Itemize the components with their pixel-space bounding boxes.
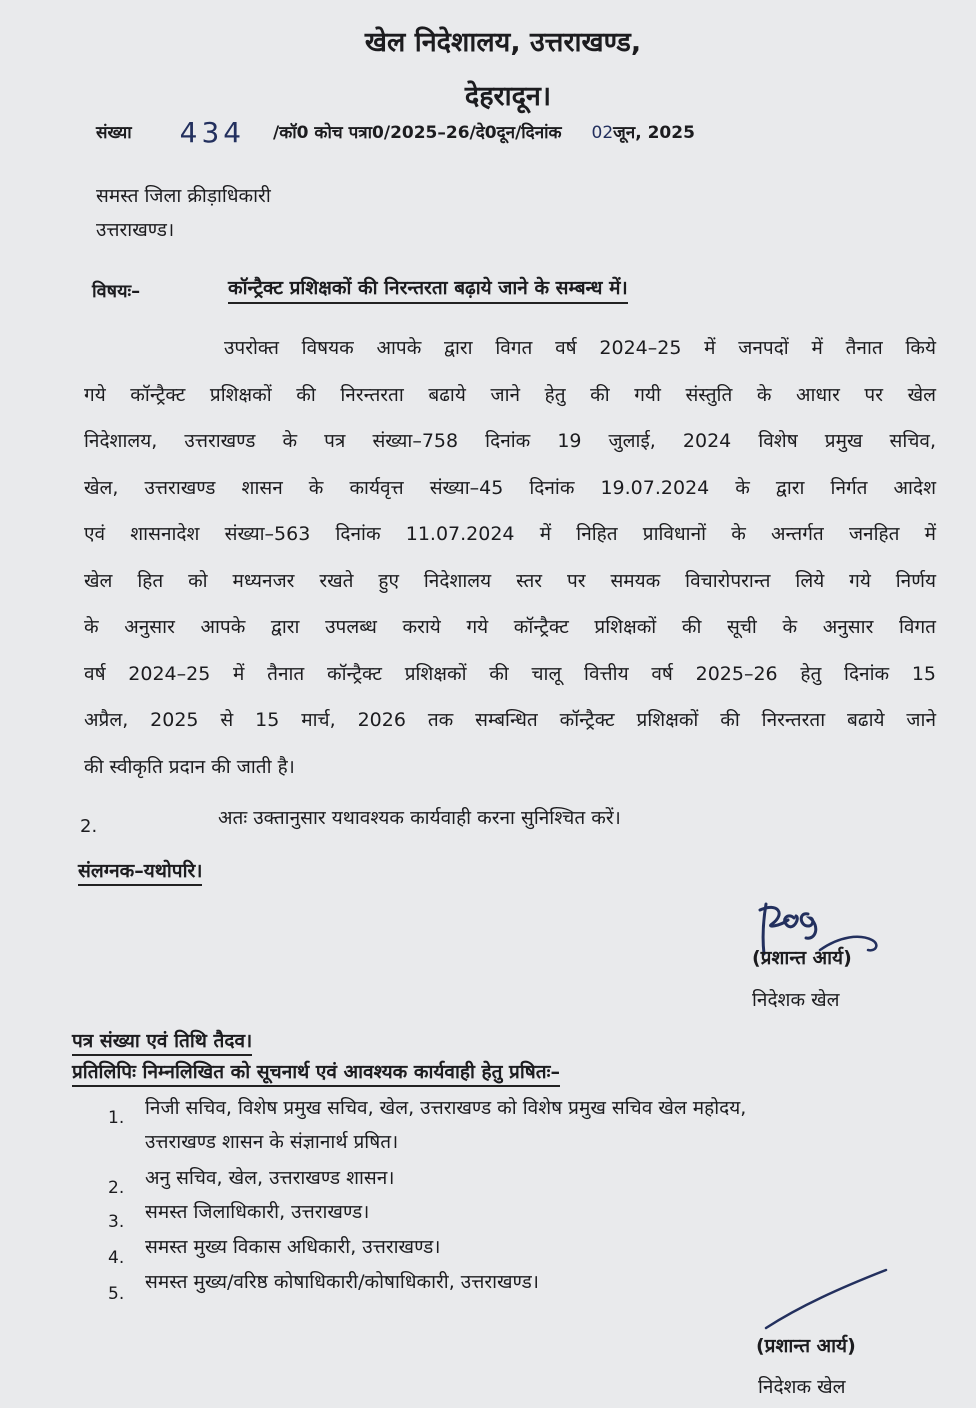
body-line: एवं शासनादेश संख्या–563 दिनांक 11.07.2024 में निहित प्राविधानों के अन्तर्गत जनहित में — [84, 523, 936, 545]
copy-item-number: 2. — [108, 1178, 125, 1198]
file-reference: /कॉ0 कोच पत्रा0/2025–26/दे0दून/दिनांक — [273, 123, 562, 143]
office-city-heading: देहरादून। — [464, 81, 552, 112]
body-line: खेल हित को मध्यनजर रखते हुए निदेशालय स्तर पर समयक विचारोपरान्त लिये गये निर्णय — [84, 569, 936, 592]
office-name-heading: खेल निदेशालय, उत्तराखण्ड, — [364, 27, 642, 58]
copy-item-number: 5. — [108, 1284, 125, 1304]
addressee-line-1: समस्त जिला क्रीड़ाधिकारी — [96, 185, 271, 207]
copy-item-text: अनु सचिव, खेल, उत्तराखण्ड शासन। — [145, 1167, 395, 1189]
handwritten-date: 02 — [591, 123, 614, 143]
copy-item-number: 4. — [108, 1248, 125, 1268]
reference-label: संख्या — [96, 123, 132, 143]
enclosure-note: संलग्नक–यथोपरि। — [78, 857, 202, 886]
body-line: वर्ष 2024–25 में तैनात कॉन्ट्रैक्ट प्रशिक्षकों की चालू वित्तीय वर्ष 2025–26 हेतु दिनांक 15 — [84, 662, 936, 685]
signatory-designation: निदेशक खेल — [758, 1376, 846, 1398]
body-line: की स्वीकृति प्रदान की जाती है। — [84, 755, 295, 778]
date-month-year: जून, 2025 — [613, 123, 695, 143]
copy-item-text: समस्त मुख्य/वरिष्ठ कोषाधिकारी/कोषाधिकारी, उत्तराखण्ड। — [145, 1271, 539, 1293]
copy-item-text: निजी सचिव, विशेष प्रमुख सचिव, खेल, उत्तराखण्ड को विशेष प्रमुख सचिव खेल महोदय, — [145, 1097, 747, 1119]
handwritten-reference-number: 434 — [179, 116, 246, 149]
body-line: गये कॉन्ट्रैक्ट प्रशिक्षकों की निरन्तरता बढाये जाने हेतु की गयी संस्तुति के आधार पर खेल — [84, 383, 936, 406]
body-line: निदेशालय, उत्तराखण्ड के पत्र संख्या–758 दिनांक 19 जुलाई, 2024 विशेष प्रमुख सचिव, — [84, 430, 936, 452]
reference-line — [96, 112, 695, 149]
paragraph-2-text: अतः उक्तानुसार यथावश्यक कार्यवाही करना सुनिश्चित करें। — [218, 807, 621, 829]
addressee-line-2: उत्तराखण्ड। — [96, 219, 175, 241]
copy-item-number: 1. — [108, 1108, 125, 1128]
signature-stroke — [760, 1266, 900, 1336]
copy-reference-line: पत्र संख्या एवं तिथि तैदव। — [72, 1027, 252, 1056]
signatory-name: (प्रशान्त आर्य) — [752, 947, 852, 969]
subject-text: कॉन्ट्रैक्ट प्रशिक्षकों की निरन्तरता बढ़ाये जाने के सम्बन्ध में। — [228, 274, 628, 304]
subject-label: विषयः– — [92, 281, 141, 302]
body-line: के अनुसार आपके द्वारा उपलब्ध कराये गये कॉन्ट्रैक्ट प्रशिक्षकों की सूची के अनुसार विगत — [84, 616, 936, 638]
copy-item-text: समस्त जिलाधिकारी, उत्तराखण्ड। — [145, 1201, 370, 1223]
copy-item-text-continued: उत्तराखण्ड शासन के संज्ञानार्थ प्रषित। — [145, 1131, 399, 1153]
copy-item-number: 3. — [108, 1212, 125, 1232]
signatory-name: (प्रशान्त आर्य) — [756, 1335, 856, 1357]
copy-to-heading: प्रतिलिपिः निम्नलिखित को सूचनार्थ एवं आवश्यक कार्यवाही हेतु प्रषितः– — [72, 1058, 560, 1087]
body-line: उपरोक्त विषयक आपके द्वारा विगत वर्ष 2024–25 में जनपदों में तैनात किये — [224, 337, 936, 359]
copy-item-text: समस्त मुख्य विकास अधिकारी, उत्तराखण्ड। — [145, 1236, 441, 1258]
body-line: अप्रैल, 2025 से 15 मार्च, 2026 तक सम्बन्धित कॉन्ट्रैक्ट प्रशिक्षकों की निरन्तरता बढाये जाने — [84, 709, 936, 731]
signatory-designation: निदेशक खेल — [752, 989, 840, 1011]
body-line: खेल, उत्तराखण्ड शासन के कार्यवृत्त संख्या–45 दिनांक 19.07.2024 के द्वारा निर्गत आदेश — [84, 476, 936, 499]
paragraph-2-number: 2. — [80, 816, 98, 837]
